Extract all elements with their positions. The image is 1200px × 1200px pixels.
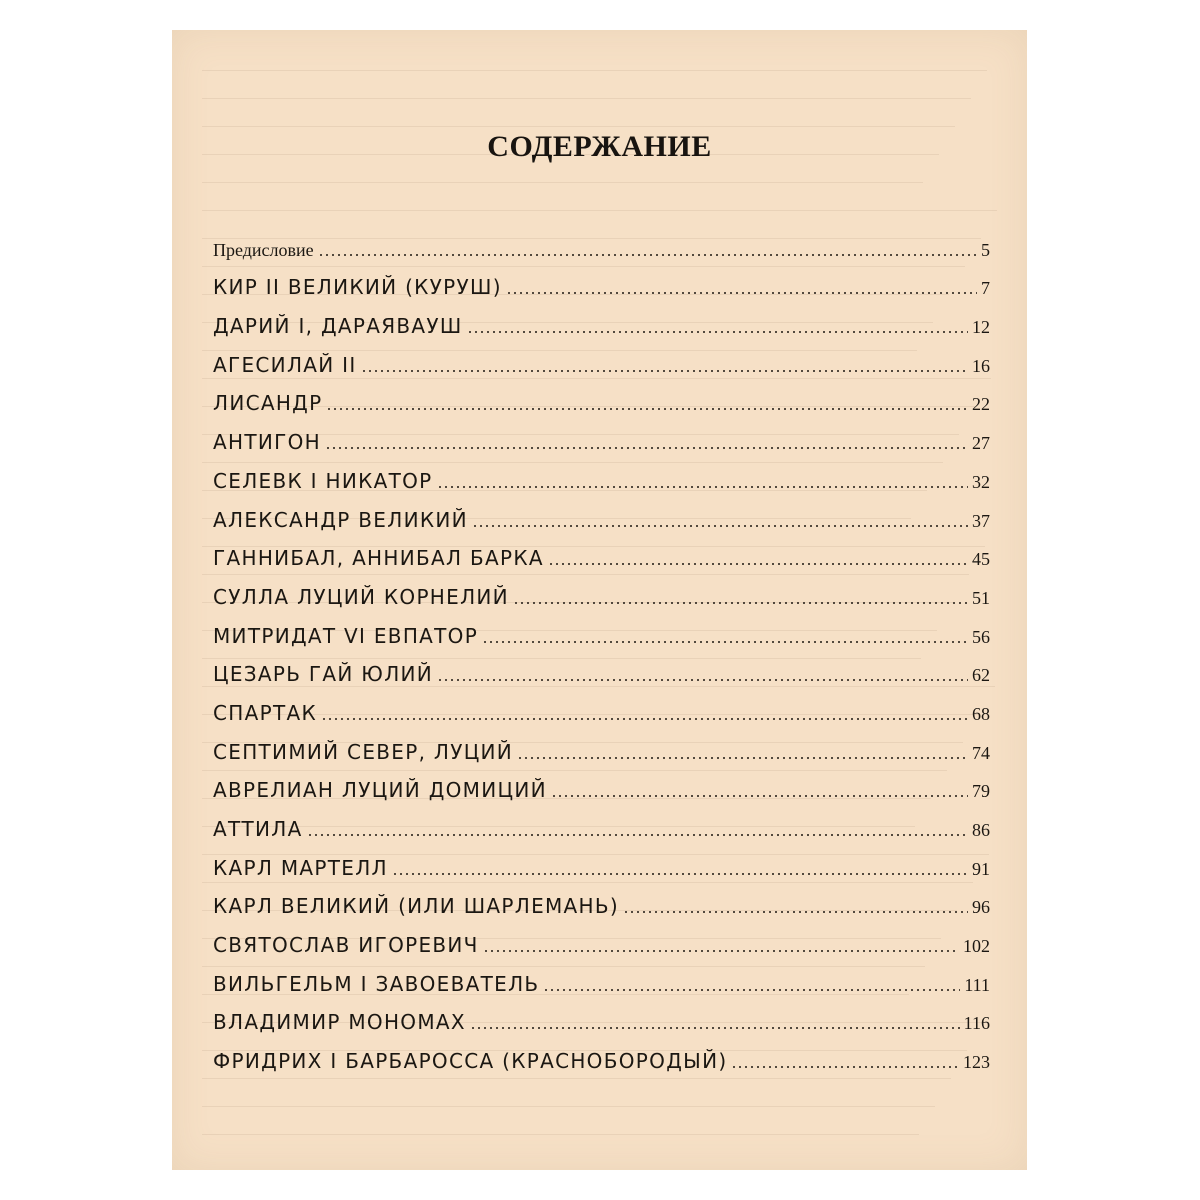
toc-entry bbox=[213, 375, 990, 414]
toc-entry-title: СУЛЛА ЛУЦИЙ КОРНЕЛИЙ bbox=[213, 584, 509, 609]
toc-entry-title: АНТИГОН bbox=[213, 430, 321, 455]
page-title: СОДЕРЖАНИЕ bbox=[487, 130, 712, 164]
book-page bbox=[172, 30, 1027, 1170]
dot-leader bbox=[325, 447, 968, 449]
toc-entry-page-number: 96 bbox=[972, 897, 990, 918]
dot-leader bbox=[548, 563, 968, 565]
dot-leader bbox=[470, 1027, 960, 1029]
dot-leader bbox=[731, 1066, 959, 1068]
toc-entry-title: ВИЛЬГЕЛЬМ I ЗАВОЕВАТЕЛЬ bbox=[213, 971, 540, 996]
toc-entry bbox=[213, 916, 990, 958]
toc-entry-title: СВЯТОСЛАВ ИГОРЕВИЧ bbox=[213, 933, 479, 958]
toc-entry bbox=[213, 646, 990, 685]
show-through-line bbox=[202, 210, 997, 211]
toc-entry-title: КАРЛ МАРТЕЛЛ bbox=[213, 855, 388, 880]
dot-leader bbox=[551, 795, 968, 797]
toc-entry bbox=[213, 723, 990, 762]
show-through-line bbox=[202, 1078, 951, 1079]
toc-entry-page-number: 22 bbox=[972, 394, 990, 415]
dot-leader bbox=[483, 950, 959, 952]
toc-entry-page-number: 116 bbox=[963, 1013, 990, 1034]
toc-entry-title: Предисловие bbox=[213, 239, 314, 260]
toc-entry-page-number: 86 bbox=[972, 820, 990, 840]
dot-leader bbox=[437, 486, 968, 488]
toc-entry bbox=[213, 259, 990, 298]
toc-entry-page-number: 16 bbox=[972, 355, 990, 376]
toc-entry-page-number: 123 bbox=[963, 1052, 990, 1073]
toc-entry-title: АГЕСИЛАЙ II bbox=[213, 352, 357, 377]
toc-entry-title: АЛЕКСАНДР ВЕЛИКИЙ bbox=[213, 507, 468, 532]
toc-entry-page-number: 111 bbox=[964, 974, 990, 995]
toc-entry bbox=[213, 413, 990, 455]
toc-entry bbox=[213, 530, 990, 569]
toc-entry-title: ФРИДРИХ I БАРБАРОССА (КРАСНОБОРОДЫЙ) bbox=[213, 1049, 728, 1074]
toc-entry-page-number: 56 bbox=[972, 626, 990, 647]
toc-entry-title: КИР II ВЕЛИКИЙ (КУРУШ) bbox=[213, 275, 502, 300]
dot-leader bbox=[623, 911, 968, 913]
toc-entry-page-number: 27 bbox=[972, 433, 990, 454]
toc-entry-title: ГАННИБАЛ, АННИБАЛ БАРКА bbox=[213, 546, 544, 571]
toc-entry-page-number: 62 bbox=[972, 665, 990, 686]
dot-leader bbox=[361, 370, 968, 372]
toc-entry-title: СПАРТАК bbox=[213, 700, 317, 725]
dot-leader bbox=[326, 408, 968, 410]
toc-entry bbox=[213, 220, 990, 259]
toc-entry-title: АТТИЛА bbox=[213, 817, 303, 841]
toc-entry-page-number: 37 bbox=[972, 510, 990, 531]
toc-entry bbox=[213, 762, 990, 801]
dot-leader bbox=[318, 254, 977, 256]
toc-entry-page-number: 51 bbox=[972, 587, 990, 608]
dot-leader bbox=[437, 679, 968, 681]
table-of-contents bbox=[213, 220, 990, 1074]
toc-entry-page-number: 91 bbox=[972, 858, 990, 879]
toc-entry-page-number: 68 bbox=[972, 703, 990, 724]
toc-entry-title: ВЛАДИМИР МОНОМАХ bbox=[213, 1010, 466, 1035]
show-through-line bbox=[202, 126, 955, 127]
toc-entry bbox=[213, 1032, 990, 1074]
toc-entry-page-number: 5 bbox=[981, 239, 990, 260]
toc-entry bbox=[213, 568, 990, 607]
dot-leader bbox=[543, 989, 960, 991]
toc-entry-title: ЛИСАНДР bbox=[213, 391, 323, 416]
toc-entry bbox=[213, 297, 990, 339]
toc-entry bbox=[213, 684, 990, 723]
toc-entry-title: ЦЕЗАРЬ ГАЙ ЮЛИЙ bbox=[213, 662, 434, 687]
toc-entry-page-number: 102 bbox=[963, 936, 990, 957]
toc-entry-title: КАРЛ ВЕЛИКИЙ (ИЛИ ШАРЛЕМАНЬ) bbox=[213, 894, 619, 919]
dot-leader bbox=[482, 641, 968, 643]
toc-entry-page-number: 32 bbox=[972, 471, 990, 492]
show-through-line bbox=[202, 98, 971, 99]
dot-leader bbox=[307, 834, 968, 836]
dot-leader bbox=[472, 525, 968, 527]
toc-entry-page-number: 74 bbox=[972, 742, 990, 763]
dot-leader bbox=[321, 718, 968, 720]
dot-leader bbox=[513, 602, 968, 604]
toc-entry bbox=[213, 491, 990, 530]
toc-entry bbox=[213, 878, 990, 917]
show-through-line bbox=[202, 1134, 919, 1135]
dot-leader bbox=[517, 757, 968, 759]
show-through-line bbox=[202, 70, 987, 71]
toc-entry-title: ДАРИЙ I, ДАРАЯВАУШ bbox=[213, 314, 463, 339]
toc-entry-title: МИТРИДАТ VI ЕВПАТОР bbox=[213, 623, 479, 648]
dot-leader bbox=[467, 331, 968, 333]
toc-entry-title: АВРЕЛИАН ЛУЦИЙ ДОМИЦИЙ bbox=[213, 778, 547, 803]
toc-entry-page-number: 45 bbox=[972, 549, 990, 570]
dot-leader bbox=[506, 292, 977, 294]
toc-entry bbox=[213, 607, 990, 646]
toc-entry-title: СЕЛЕВК I НИКАТОР bbox=[213, 468, 433, 493]
toc-entry-page-number: 7 bbox=[981, 278, 990, 299]
toc-entry bbox=[213, 955, 990, 994]
show-through-line bbox=[202, 1106, 935, 1107]
toc-entry bbox=[213, 336, 990, 375]
toc-entry bbox=[213, 994, 990, 1033]
toc-entry-page-number: 79 bbox=[972, 781, 990, 802]
dot-leader bbox=[392, 873, 968, 875]
toc-entry bbox=[213, 452, 990, 491]
toc-entry-page-number: 12 bbox=[972, 317, 990, 338]
toc-entry bbox=[213, 800, 990, 839]
show-through-line bbox=[202, 182, 923, 183]
toc-entry bbox=[213, 839, 990, 878]
toc-entry-title: СЕПТИМИЙ СЕВЕР, ЛУЦИЙ bbox=[213, 739, 514, 764]
